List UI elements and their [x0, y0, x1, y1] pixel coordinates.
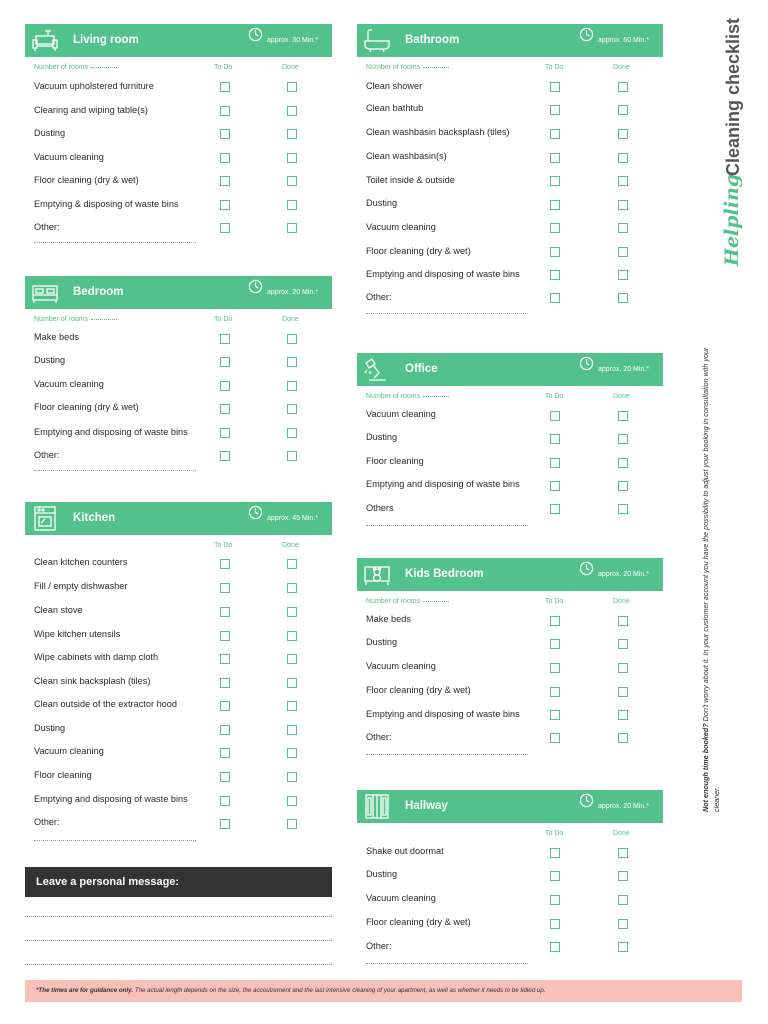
- todo-checkbox[interactable]: [550, 176, 560, 186]
- todo-checkbox[interactable]: [550, 153, 560, 163]
- done-checkbox[interactable]: [618, 919, 628, 929]
- rooms-blank[interactable]: [423, 396, 449, 397]
- task-label: Floor cleaning: [34, 770, 92, 780]
- done-checkbox[interactable]: [618, 223, 628, 233]
- todo-header: To Do: [545, 830, 564, 837]
- task-label: Vacuum upholstered furniture: [34, 81, 154, 91]
- task-label: Emptying and disposing of waste bins: [34, 427, 188, 437]
- todo-checkbox[interactable]: [220, 200, 230, 210]
- checklist-row: [357, 478, 663, 494]
- other-write-in-line[interactable]: [366, 754, 528, 755]
- todo-checkbox[interactable]: [220, 404, 230, 414]
- section-title: Bathroom: [405, 34, 460, 46]
- task-label: Wipe kitchen utensils: [34, 629, 121, 639]
- done-checkbox[interactable]: [287, 200, 297, 210]
- todo-checkbox[interactable]: [550, 293, 560, 303]
- checklist-row: [25, 174, 332, 190]
- checklist-row: [357, 708, 663, 724]
- time-estimate: approx. 30 Min.*: [267, 37, 318, 44]
- other-write-in-line[interactable]: [366, 313, 528, 314]
- checklist-row: [357, 731, 663, 747]
- done-header: Done: [613, 598, 630, 605]
- page-title: Cleaning checklist: [723, 17, 743, 176]
- todo-checkbox[interactable]: [550, 270, 560, 280]
- todo-checkbox[interactable]: [550, 458, 560, 468]
- checklist-row: [357, 291, 663, 307]
- done-checkbox[interactable]: [618, 616, 628, 626]
- rooms-label: Number of rooms: [34, 64, 117, 71]
- todo-header: To Do: [214, 64, 233, 71]
- message-line[interactable]: [25, 964, 332, 965]
- todo-checkbox[interactable]: [220, 772, 230, 782]
- task-label: Vacuum cleaning: [366, 661, 436, 671]
- done-checkbox[interactable]: [618, 82, 628, 92]
- todo-checkbox[interactable]: [220, 583, 230, 593]
- done-checkbox[interactable]: [287, 428, 297, 438]
- teddy-bear-icon: [362, 561, 392, 588]
- checklist-row: [25, 556, 332, 572]
- todo-checkbox[interactable]: [550, 639, 560, 649]
- sofa-icon: [30, 27, 60, 54]
- checklist-row: [357, 197, 663, 213]
- task-label: Clean bathtub: [366, 103, 424, 113]
- done-checkbox[interactable]: [287, 725, 297, 735]
- rooms-blank[interactable]: [423, 601, 449, 602]
- todo-checkbox[interactable]: [220, 82, 230, 92]
- done-checkbox[interactable]: [287, 701, 297, 711]
- checklist-row: [357, 126, 663, 142]
- desk-lamp-icon: [362, 356, 392, 383]
- todo-checkbox[interactable]: [550, 247, 560, 257]
- rooms-blank[interactable]: [91, 319, 117, 320]
- task-label: Emptying and disposing of waste bins: [366, 269, 520, 279]
- done-checkbox[interactable]: [618, 871, 628, 881]
- task-label: Other:: [366, 292, 392, 302]
- todo-checkbox[interactable]: [220, 607, 230, 617]
- done-checkbox[interactable]: [287, 357, 297, 367]
- done-header: Done: [613, 393, 630, 400]
- section-header: [357, 353, 663, 386]
- time-estimate: approx. 60 Min.*: [598, 37, 649, 44]
- footer-disclaimer: [25, 980, 742, 1002]
- done-checkbox[interactable]: [618, 710, 628, 720]
- todo-header: To Do: [214, 542, 233, 549]
- todo-checkbox[interactable]: [550, 411, 560, 421]
- booking-note-text: Don't worry about it. In your customer account you have the possibility to adjust your booking in consultation with your cleaner.: [701, 347, 721, 812]
- task-label: Floor cleaning: [366, 456, 424, 466]
- checklist-row: [357, 613, 663, 629]
- checklist-row: [25, 354, 332, 370]
- done-checkbox[interactable]: [618, 247, 628, 257]
- checklist-row: [357, 221, 663, 237]
- todo-header: To Do: [545, 64, 564, 71]
- task-label: Dusting: [34, 723, 66, 733]
- todo-checkbox[interactable]: [550, 919, 560, 929]
- done-checkbox[interactable]: [287, 559, 297, 569]
- task-label: Dusting: [34, 128, 66, 138]
- task-label: Floor cleaning (dry & wet): [366, 246, 471, 256]
- todo-checkbox[interactable]: [220, 654, 230, 664]
- checklist-row: [357, 636, 663, 652]
- checklist-row: [25, 793, 332, 809]
- clock-icon: [579, 790, 594, 823]
- done-checkbox[interactable]: [287, 176, 297, 186]
- time-estimate: approx. 20 Min.*: [598, 366, 649, 373]
- task-label: Dusting: [366, 432, 398, 442]
- task-label: Dusting: [366, 637, 398, 647]
- todo-checkbox[interactable]: [550, 871, 560, 881]
- done-checkbox[interactable]: [287, 153, 297, 163]
- done-header: Done: [613, 64, 630, 71]
- todo-checkbox[interactable]: [220, 451, 230, 461]
- message-line[interactable]: [25, 916, 332, 917]
- checklist-row: [25, 401, 332, 417]
- section-header: [357, 790, 663, 823]
- done-checkbox[interactable]: [618, 411, 628, 421]
- section-header: [357, 24, 663, 57]
- section-header: [25, 502, 332, 535]
- checklist-row: [357, 916, 663, 932]
- oven-icon: [30, 505, 60, 532]
- checklist-row: [357, 80, 663, 96]
- clock-icon: [579, 24, 594, 57]
- clock-icon: [579, 353, 594, 386]
- todo-checkbox[interactable]: [220, 796, 230, 806]
- done-checkbox[interactable]: [618, 848, 628, 858]
- done-checkbox[interactable]: [287, 451, 297, 461]
- time-estimate: approx. 20 Min.*: [598, 571, 649, 578]
- task-label: Fill / empty dishwasher: [34, 581, 128, 591]
- checklist-row: [25, 698, 332, 714]
- other-write-in-line[interactable]: [366, 963, 528, 964]
- todo-header: To Do: [545, 598, 564, 605]
- done-checkbox[interactable]: [618, 129, 628, 139]
- task-label: Vacuum cleaning: [34, 379, 104, 389]
- task-label: Vacuum cleaning: [34, 152, 104, 162]
- checklist-row: [357, 684, 663, 700]
- todo-header: To Do: [214, 316, 233, 323]
- checklist-row: [357, 245, 663, 261]
- done-checkbox[interactable]: [287, 223, 297, 233]
- task-label: Vacuum cleaning: [34, 746, 104, 756]
- todo-checkbox[interactable]: [550, 942, 560, 952]
- other-write-in-line[interactable]: [34, 470, 196, 471]
- todo-checkbox[interactable]: [550, 733, 560, 743]
- checklist-row: [357, 845, 663, 861]
- done-checkbox[interactable]: [287, 381, 297, 391]
- clock-icon: [248, 24, 263, 57]
- checklist-row: [357, 455, 663, 471]
- done-checkbox[interactable]: [287, 819, 297, 829]
- rooms-label: Number of rooms: [366, 598, 449, 605]
- checklist-row: [357, 174, 663, 190]
- task-label: Clean stove: [34, 605, 83, 615]
- task-label: Floor cleaning (dry & wet): [34, 402, 139, 412]
- done-checkbox[interactable]: [287, 772, 297, 782]
- personal-message-header: Leave a personal message:: [25, 867, 332, 897]
- task-label: Clean outside of the extractor hood: [34, 699, 178, 709]
- task-label: Other:: [34, 450, 60, 460]
- todo-checkbox[interactable]: [550, 200, 560, 210]
- todo-checkbox[interactable]: [550, 434, 560, 444]
- done-checkbox[interactable]: [618, 663, 628, 673]
- checklist-row: [357, 150, 663, 166]
- done-checkbox[interactable]: [287, 106, 297, 116]
- rooms-blank[interactable]: [91, 67, 117, 68]
- checklist-row: [25, 628, 332, 644]
- checklist-row: [357, 268, 663, 284]
- checklist-row: [357, 431, 663, 447]
- section-title: Living room: [73, 34, 139, 46]
- task-label: Make beds: [34, 332, 79, 342]
- todo-checkbox[interactable]: [220, 428, 230, 438]
- checklist-row: [25, 816, 332, 832]
- todo-checkbox[interactable]: [220, 701, 230, 711]
- section-title: Office: [405, 363, 438, 375]
- booking-note-lead: Not enough time booked?: [701, 723, 710, 812]
- message-line[interactable]: [25, 940, 332, 941]
- done-checkbox[interactable]: [287, 748, 297, 758]
- task-label: Other:: [366, 732, 392, 742]
- task-label: Vacuum cleaning: [366, 893, 436, 903]
- todo-checkbox[interactable]: [220, 678, 230, 688]
- todo-checkbox[interactable]: [220, 748, 230, 758]
- task-label: Others: [366, 503, 394, 513]
- disclaimer-text: The actual length depends on the size, the accoutrement and the last intensive cleaning of your apartment, as well as whether it needs to be tidied up.: [133, 987, 546, 994]
- done-checkbox[interactable]: [287, 583, 297, 593]
- checklist-row: [357, 102, 663, 118]
- task-label: Floor cleaning (dry & wet): [34, 175, 139, 185]
- section-title: Bedroom: [73, 286, 124, 298]
- todo-checkbox[interactable]: [550, 105, 560, 115]
- task-label: Dusting: [34, 355, 66, 365]
- todo-checkbox[interactable]: [550, 616, 560, 626]
- done-checkbox[interactable]: [287, 631, 297, 641]
- task-label: Wipe cabinets with damp cloth: [34, 652, 159, 662]
- todo-checkbox[interactable]: [550, 129, 560, 139]
- done-checkbox[interactable]: [618, 942, 628, 952]
- section-title: Kitchen: [73, 512, 116, 524]
- done-checkbox[interactable]: [287, 404, 297, 414]
- task-label: Make beds: [366, 614, 411, 624]
- other-write-in-line[interactable]: [34, 840, 196, 841]
- checklist-row: [25, 651, 332, 667]
- task-label: Other:: [366, 941, 392, 951]
- rooms-blank[interactable]: [423, 67, 449, 68]
- done-checkbox[interactable]: [287, 82, 297, 92]
- todo-checkbox[interactable]: [220, 176, 230, 186]
- done-checkbox[interactable]: [618, 434, 628, 444]
- todo-checkbox[interactable]: [550, 82, 560, 92]
- todo-checkbox[interactable]: [220, 357, 230, 367]
- task-label: Clearing and wiping table(s): [34, 105, 148, 115]
- clock-icon: [248, 276, 263, 309]
- booking-note: [700, 342, 730, 812]
- task-label: Shake out doormat: [366, 846, 444, 856]
- checklist-row: [25, 80, 332, 96]
- task-label: Clean washbasin backsplash (tiles): [366, 127, 510, 137]
- task-label: Dusting: [366, 198, 398, 208]
- task-label: Vacuum cleaning: [366, 222, 436, 232]
- todo-checkbox[interactable]: [550, 223, 560, 233]
- task-label: Toilet inside & outside: [366, 175, 455, 185]
- todo-checkbox[interactable]: [550, 687, 560, 697]
- done-checkbox[interactable]: [618, 481, 628, 491]
- done-checkbox[interactable]: [618, 458, 628, 468]
- clock-icon: [248, 502, 263, 535]
- done-checkbox[interactable]: [287, 334, 297, 344]
- done-header: Done: [282, 64, 299, 71]
- task-label: Floor cleaning (dry & wet): [366, 917, 471, 927]
- time-estimate: approx. 20 Min.*: [267, 289, 318, 296]
- checklist-row: [357, 940, 663, 956]
- checklist-row: [25, 722, 332, 738]
- task-label: Emptying & disposing of waste bins: [34, 199, 179, 209]
- checklist-row: [25, 426, 332, 442]
- checklist-row: [25, 198, 332, 214]
- done-checkbox[interactable]: [287, 678, 297, 688]
- done-checkbox[interactable]: [618, 895, 628, 905]
- todo-checkbox[interactable]: [550, 710, 560, 720]
- checklist-row: [25, 378, 332, 394]
- checklist-row: [357, 660, 663, 676]
- checklist-row: [25, 104, 332, 120]
- section-title: Kids Bedroom: [405, 568, 484, 580]
- bed-icon: [30, 279, 60, 306]
- section-kids-bedroom: [357, 558, 663, 763]
- done-checkbox[interactable]: [618, 293, 628, 303]
- todo-checkbox[interactable]: [550, 848, 560, 858]
- door-icon: [362, 793, 392, 820]
- todo-checkbox[interactable]: [550, 663, 560, 673]
- time-estimate: approx. 20 Min.*: [598, 803, 649, 810]
- checklist-row: [357, 892, 663, 908]
- done-header: Done: [282, 542, 299, 549]
- disclaimer-lead: *The times are for guidance only.: [36, 987, 134, 994]
- task-label: Clean kitchen counters: [34, 557, 128, 567]
- checklist-row: [25, 151, 332, 167]
- section-kitchen: [25, 502, 332, 847]
- done-checkbox[interactable]: [287, 796, 297, 806]
- rooms-label: Number of rooms: [366, 64, 449, 71]
- section-bathroom: [357, 24, 663, 324]
- section-header: [25, 24, 332, 57]
- checklist-row: [25, 604, 332, 620]
- checklist-row: [25, 769, 332, 785]
- done-checkbox[interactable]: [618, 153, 628, 163]
- done-header: Done: [282, 316, 299, 323]
- task-label: Clean sink backsplash (tiles): [34, 676, 151, 686]
- task-label: Clean shower: [366, 81, 423, 91]
- todo-checkbox[interactable]: [220, 725, 230, 735]
- todo-checkbox[interactable]: [220, 106, 230, 116]
- task-label: Other:: [34, 222, 60, 232]
- done-header: Done: [613, 830, 630, 837]
- other-write-in-line[interactable]: [34, 242, 196, 243]
- section-header: [25, 276, 332, 309]
- todo-checkbox[interactable]: [220, 631, 230, 641]
- task-label: Other:: [34, 817, 60, 827]
- rooms-label: Number of rooms: [366, 393, 449, 400]
- checklist-row: [25, 449, 332, 465]
- task-label: Floor cleaning (dry & wet): [366, 685, 471, 695]
- todo-checkbox[interactable]: [550, 481, 560, 491]
- task-label: Vacuum cleaning: [366, 409, 436, 419]
- done-checkbox[interactable]: [287, 607, 297, 617]
- done-checkbox[interactable]: [618, 200, 628, 210]
- other-write-in-line[interactable]: [366, 525, 528, 526]
- task-label: Emptying and disposing of waste bins: [34, 794, 188, 804]
- section-hallway: [357, 790, 663, 970]
- bathtub-icon: [362, 27, 392, 54]
- task-label: Clean washbasin(s): [366, 151, 447, 161]
- section-title: Hallway: [405, 800, 448, 812]
- todo-checkbox[interactable]: [220, 819, 230, 829]
- checklist-row: [25, 580, 332, 596]
- checklist-row: [357, 502, 663, 518]
- todo-header: To Do: [545, 393, 564, 400]
- done-checkbox[interactable]: [618, 639, 628, 649]
- todo-checkbox[interactable]: [220, 129, 230, 139]
- todo-checkbox[interactable]: [220, 334, 230, 344]
- brand-block: [702, 16, 752, 266]
- todo-checkbox[interactable]: [550, 895, 560, 905]
- done-checkbox[interactable]: [618, 105, 628, 115]
- done-checkbox[interactable]: [618, 504, 628, 514]
- task-label: Emptying and disposing of waste bins: [366, 709, 520, 719]
- done-checkbox[interactable]: [287, 654, 297, 664]
- task-label: Dusting: [366, 869, 398, 879]
- task-label: Emptying and disposing of waste bins: [366, 479, 520, 489]
- clock-icon: [579, 558, 594, 591]
- done-checkbox[interactable]: [618, 270, 628, 280]
- done-checkbox[interactable]: [618, 733, 628, 743]
- time-estimate: approx. 45 Min.*: [267, 515, 318, 522]
- done-checkbox[interactable]: [287, 129, 297, 139]
- checklist-row: [357, 408, 663, 424]
- todo-checkbox[interactable]: [550, 504, 560, 514]
- done-checkbox[interactable]: [618, 176, 628, 186]
- helpling-logo: Helpling: [721, 173, 743, 266]
- section-office: [357, 353, 663, 533]
- checklist-row: [25, 127, 332, 143]
- section-bedroom: [25, 276, 332, 486]
- todo-checkbox[interactable]: [220, 559, 230, 569]
- checklist-row: [25, 221, 332, 237]
- section-header: [357, 558, 663, 591]
- rooms-label: Number of rooms: [34, 316, 117, 323]
- section-living-room: [25, 24, 332, 254]
- checklist-row: [357, 868, 663, 884]
- checklist-row: [25, 331, 332, 347]
- checklist-row: [25, 675, 332, 691]
- todo-checkbox[interactable]: [220, 153, 230, 163]
- todo-checkbox[interactable]: [220, 381, 230, 391]
- checklist-row: [25, 745, 332, 761]
- todo-checkbox[interactable]: [220, 223, 230, 233]
- done-checkbox[interactable]: [618, 687, 628, 697]
